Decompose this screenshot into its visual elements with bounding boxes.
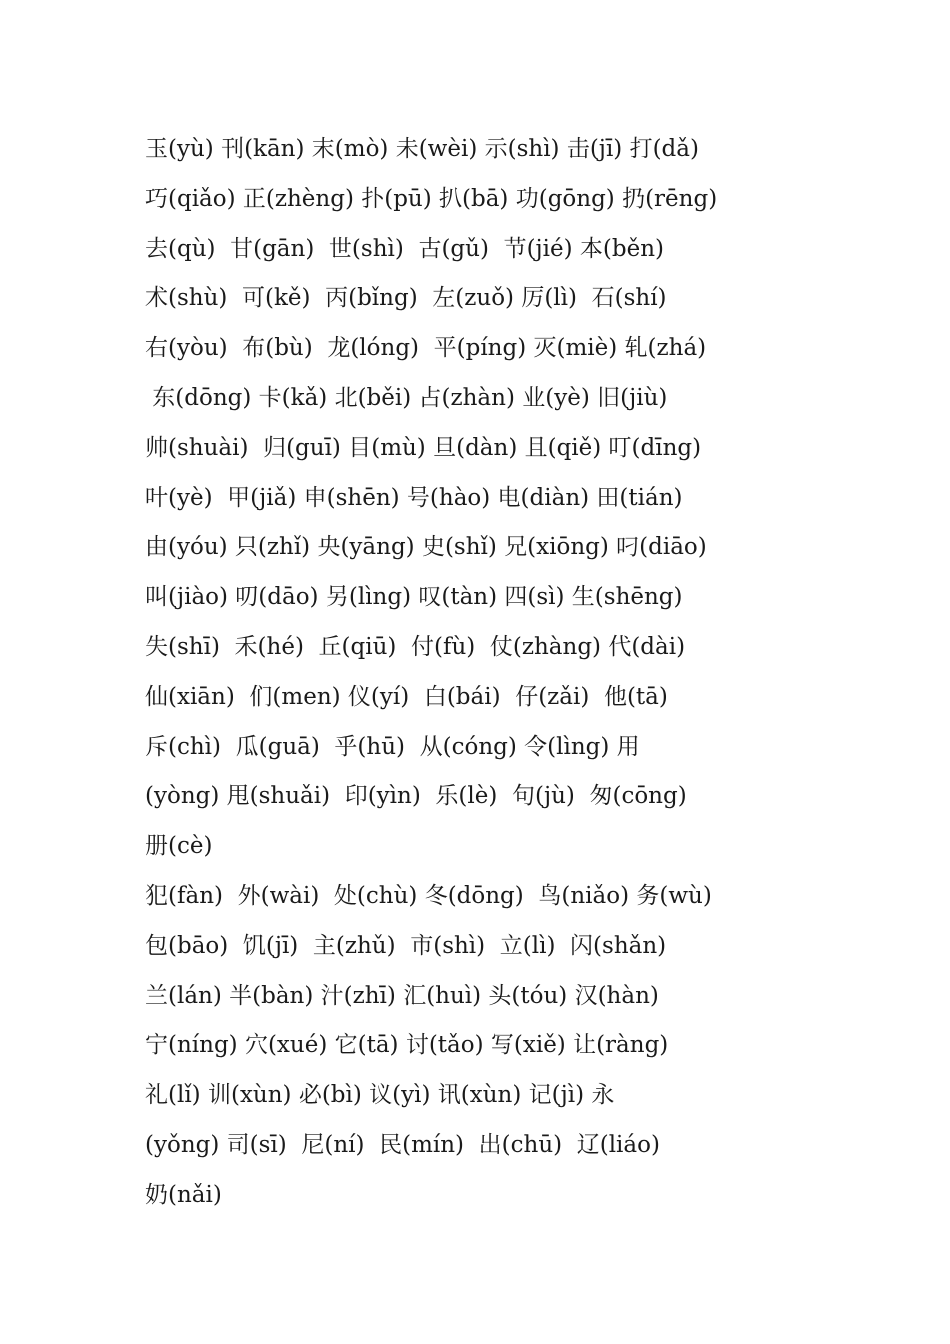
text-line-14: (yòng) 甩(shuǎi) 印(yìn) 乐(lè) 句(jù) 匆(cōng): [145, 783, 687, 810]
text-line-20: 礼(lǐ) 训(xùn) 必(bì) 议(yì) 讯(xùn) 记(jì) 永: [145, 1082, 615, 1109]
text-line-15: 册(cè): [145, 833, 213, 860]
text-line-7: 帅(shuài) 归(guī) 目(mù) 旦(dàn) 且(qiě) 叮(dīng): [145, 434, 702, 461]
text-line-10: 叫(jiào) 叨(dāo) 另(lìng) 叹(tàn) 四(sì) 生(shēng): [145, 584, 683, 611]
text-line-13: 斥(chì) 瓜(guā) 乎(hū) 从(cóng) 令(lìng) 用: [145, 733, 640, 760]
text-line-8: 叶(yè) 甲(jiǎ) 申(shēn) 号(hào) 电(diàn) 田(tián): [145, 484, 683, 511]
text-line-5: 右(yòu) 布(bù) 龙(lóng) 平(píng) 灭(miè) 轧(zhá): [145, 335, 707, 362]
text-line-4: 术(shù) 可(kě) 丙(bǐng) 左(zuǒ) 厉(lì) 石(shí): [145, 285, 667, 312]
text-line-19: 宁(níng) 穴(xué) 它(tā) 讨(tǎo) 写(xiě) 让(ràng): [145, 1032, 669, 1059]
pinyin-character-list: [145, 125, 805, 1221]
text-line-18: 兰(lán) 半(bàn) 汁(zhī) 汇(huì) 头(tóu) 汉(hàn): [145, 982, 659, 1009]
text-line-2: 巧(qiǎo) 正(zhèng) 扑(pū) 扒(bā) 功(gōng) 扔(rēng): [145, 185, 718, 212]
text-line-16: 犯(fàn) 外(wài) 处(chù) 冬(dōng) 鸟(niǎo) 务(wù): [145, 882, 712, 909]
text-line-3: 去(qù) 甘(gān) 世(shì) 古(gǔ) 节(jié) 本(běn): [145, 235, 665, 262]
text-line-12: 仙(xiān) 们(men) 仪(yí) 白(bái) 仔(zǎi) 他(tā): [145, 683, 668, 710]
text-line-9: 由(yóu) 只(zhǐ) 央(yāng) 史(shǐ) 兄(xiōng) 叼(diāo): [145, 534, 707, 561]
text-line-11: 失(shī) 禾(hé) 丘(qiū) 付(fù) 仗(zhàng) 代(dài): [145, 633, 686, 660]
text-line-6: 东(dōng) 卡(kǎ) 北(běi) 占(zhàn) 业(yè) 旧(jiù): [145, 384, 668, 411]
text-line-1: 玉(yù) 刊(kān) 末(mò) 未(wèi) 示(shì) 击(jī) 打(dǎ): [145, 136, 699, 162]
text-line-22: 奶(nǎi): [145, 1181, 222, 1208]
text-line-21: (yǒng) 司(sī) 尼(ní) 民(mín) 出(chū) 辽(liáo): [145, 1131, 660, 1158]
text-line-17: 包(bāo) 饥(jī) 主(zhǔ) 市(shì) 立(lì) 闪(shǎn): [145, 932, 667, 959]
